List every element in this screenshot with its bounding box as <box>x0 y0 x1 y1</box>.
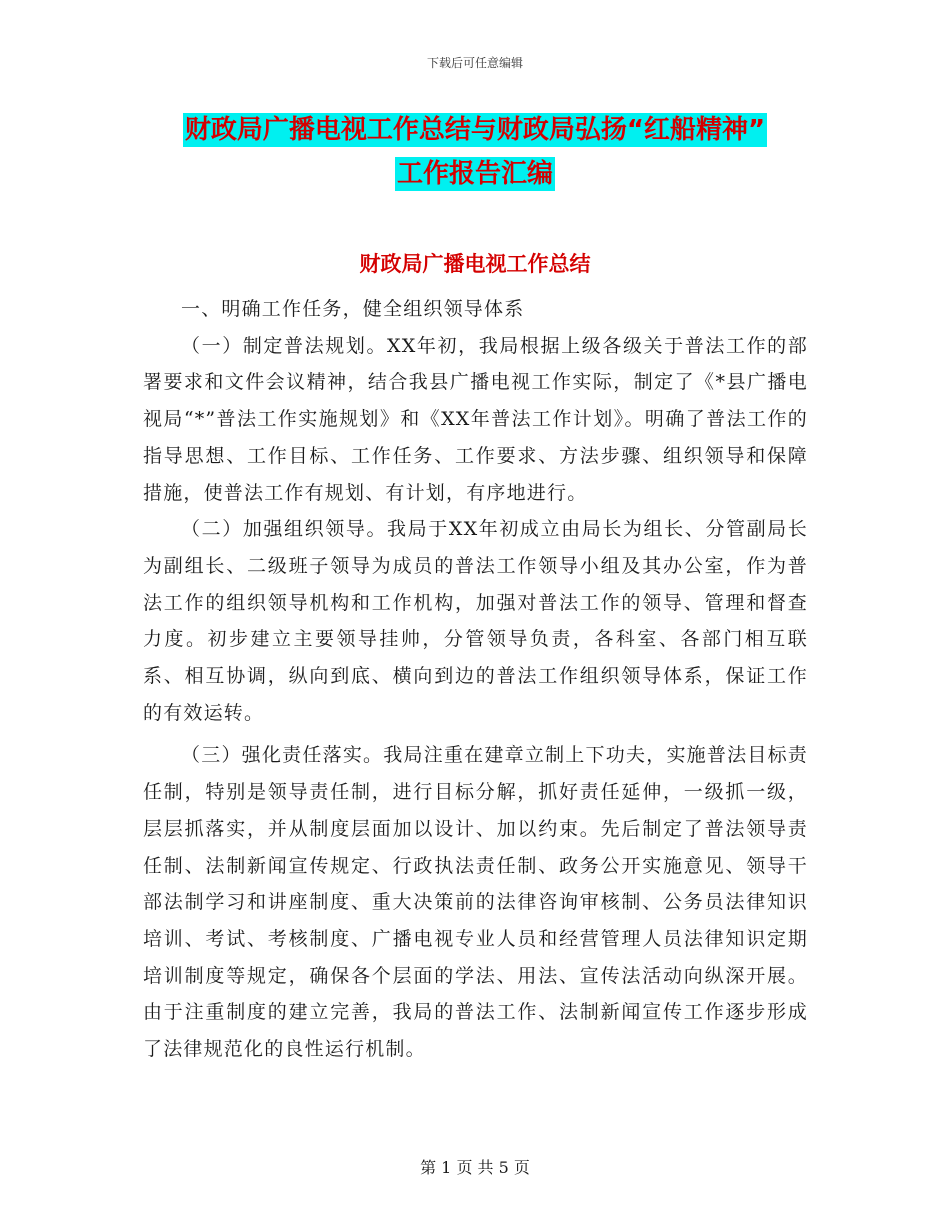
section-title: 财政局广播电视工作总结 <box>359 252 591 276</box>
paragraph-1: （一）制定普法规划。XX年初，我局根据上级各级关于普法工作的部署要求和文件会议精神，结合我县广播电视工作实际，制定了《*县广播电视局“*”普法工作实施规划》和《XX年普法工作计划》。明确了普法工作的指导思想、工作目标、工作任务、工作要求、方法步骤、组织领导和保障措施，使普法工作有规划、有计划，有序地进行。 <box>143 334 808 504</box>
document-body <box>143 291 808 1068</box>
document-title-line-2 <box>0 156 950 192</box>
heading-1: 一、明确工作任务，健全组织领导体系 <box>181 298 525 320</box>
title-highlight-1: 财政局广播电视工作总结与财政局弘扬“红船精神” <box>184 115 766 145</box>
page-number-footer: 第 1 页 共 5 页 <box>420 1158 530 1177</box>
paragraph-2: （二）加强组织领导。我局于XX年初成立由局长为组长、分管副局长为副组长、二级班子领导为成员的普法工作领导小组及其办公室，作为普法工作的组织领导机构和工作机构，加强对普法工作的领导、管理和督查力度。初步建立主要领导挂帅，分管领导负责，各科室、各部门相互联系、相互协调，纵向到底、横向到边的普法工作组织领导体系，保证工作的有效运转。 <box>143 518 808 724</box>
paragraph-3: （三）强化责任落实。我局注重在建章立制上下功夫，实施普法目标责任制，特别是领导责任制，进行目标分解，抓好责任延伸，一级抓一级，层层抓落实，并从制度层面加以设计、加以约束。先后制定了普法领导责任制、法制新闻宣传规定、行政执法责任制、政务公开实施意见、领导干部法制学习和讲座制度、重大决策前的法律咨询审核制、公务员法律知识培训、考试、考核制度、广播电视专业人员和经营管理人员法律知识定期培训制度等规定，确保各个层面的学法、用法、宣传法活动向纵深开展。由于注重制度的建立完善，我局的普法工作、法制新闻宣传工作逐步形成了法律规范化的良性运行机制。 <box>143 744 808 1061</box>
title-highlight-2: 工作报告汇编 <box>396 159 553 189</box>
document-title-line-1 <box>0 112 950 148</box>
header-note: 下载后可任意编辑 <box>426 56 523 70</box>
